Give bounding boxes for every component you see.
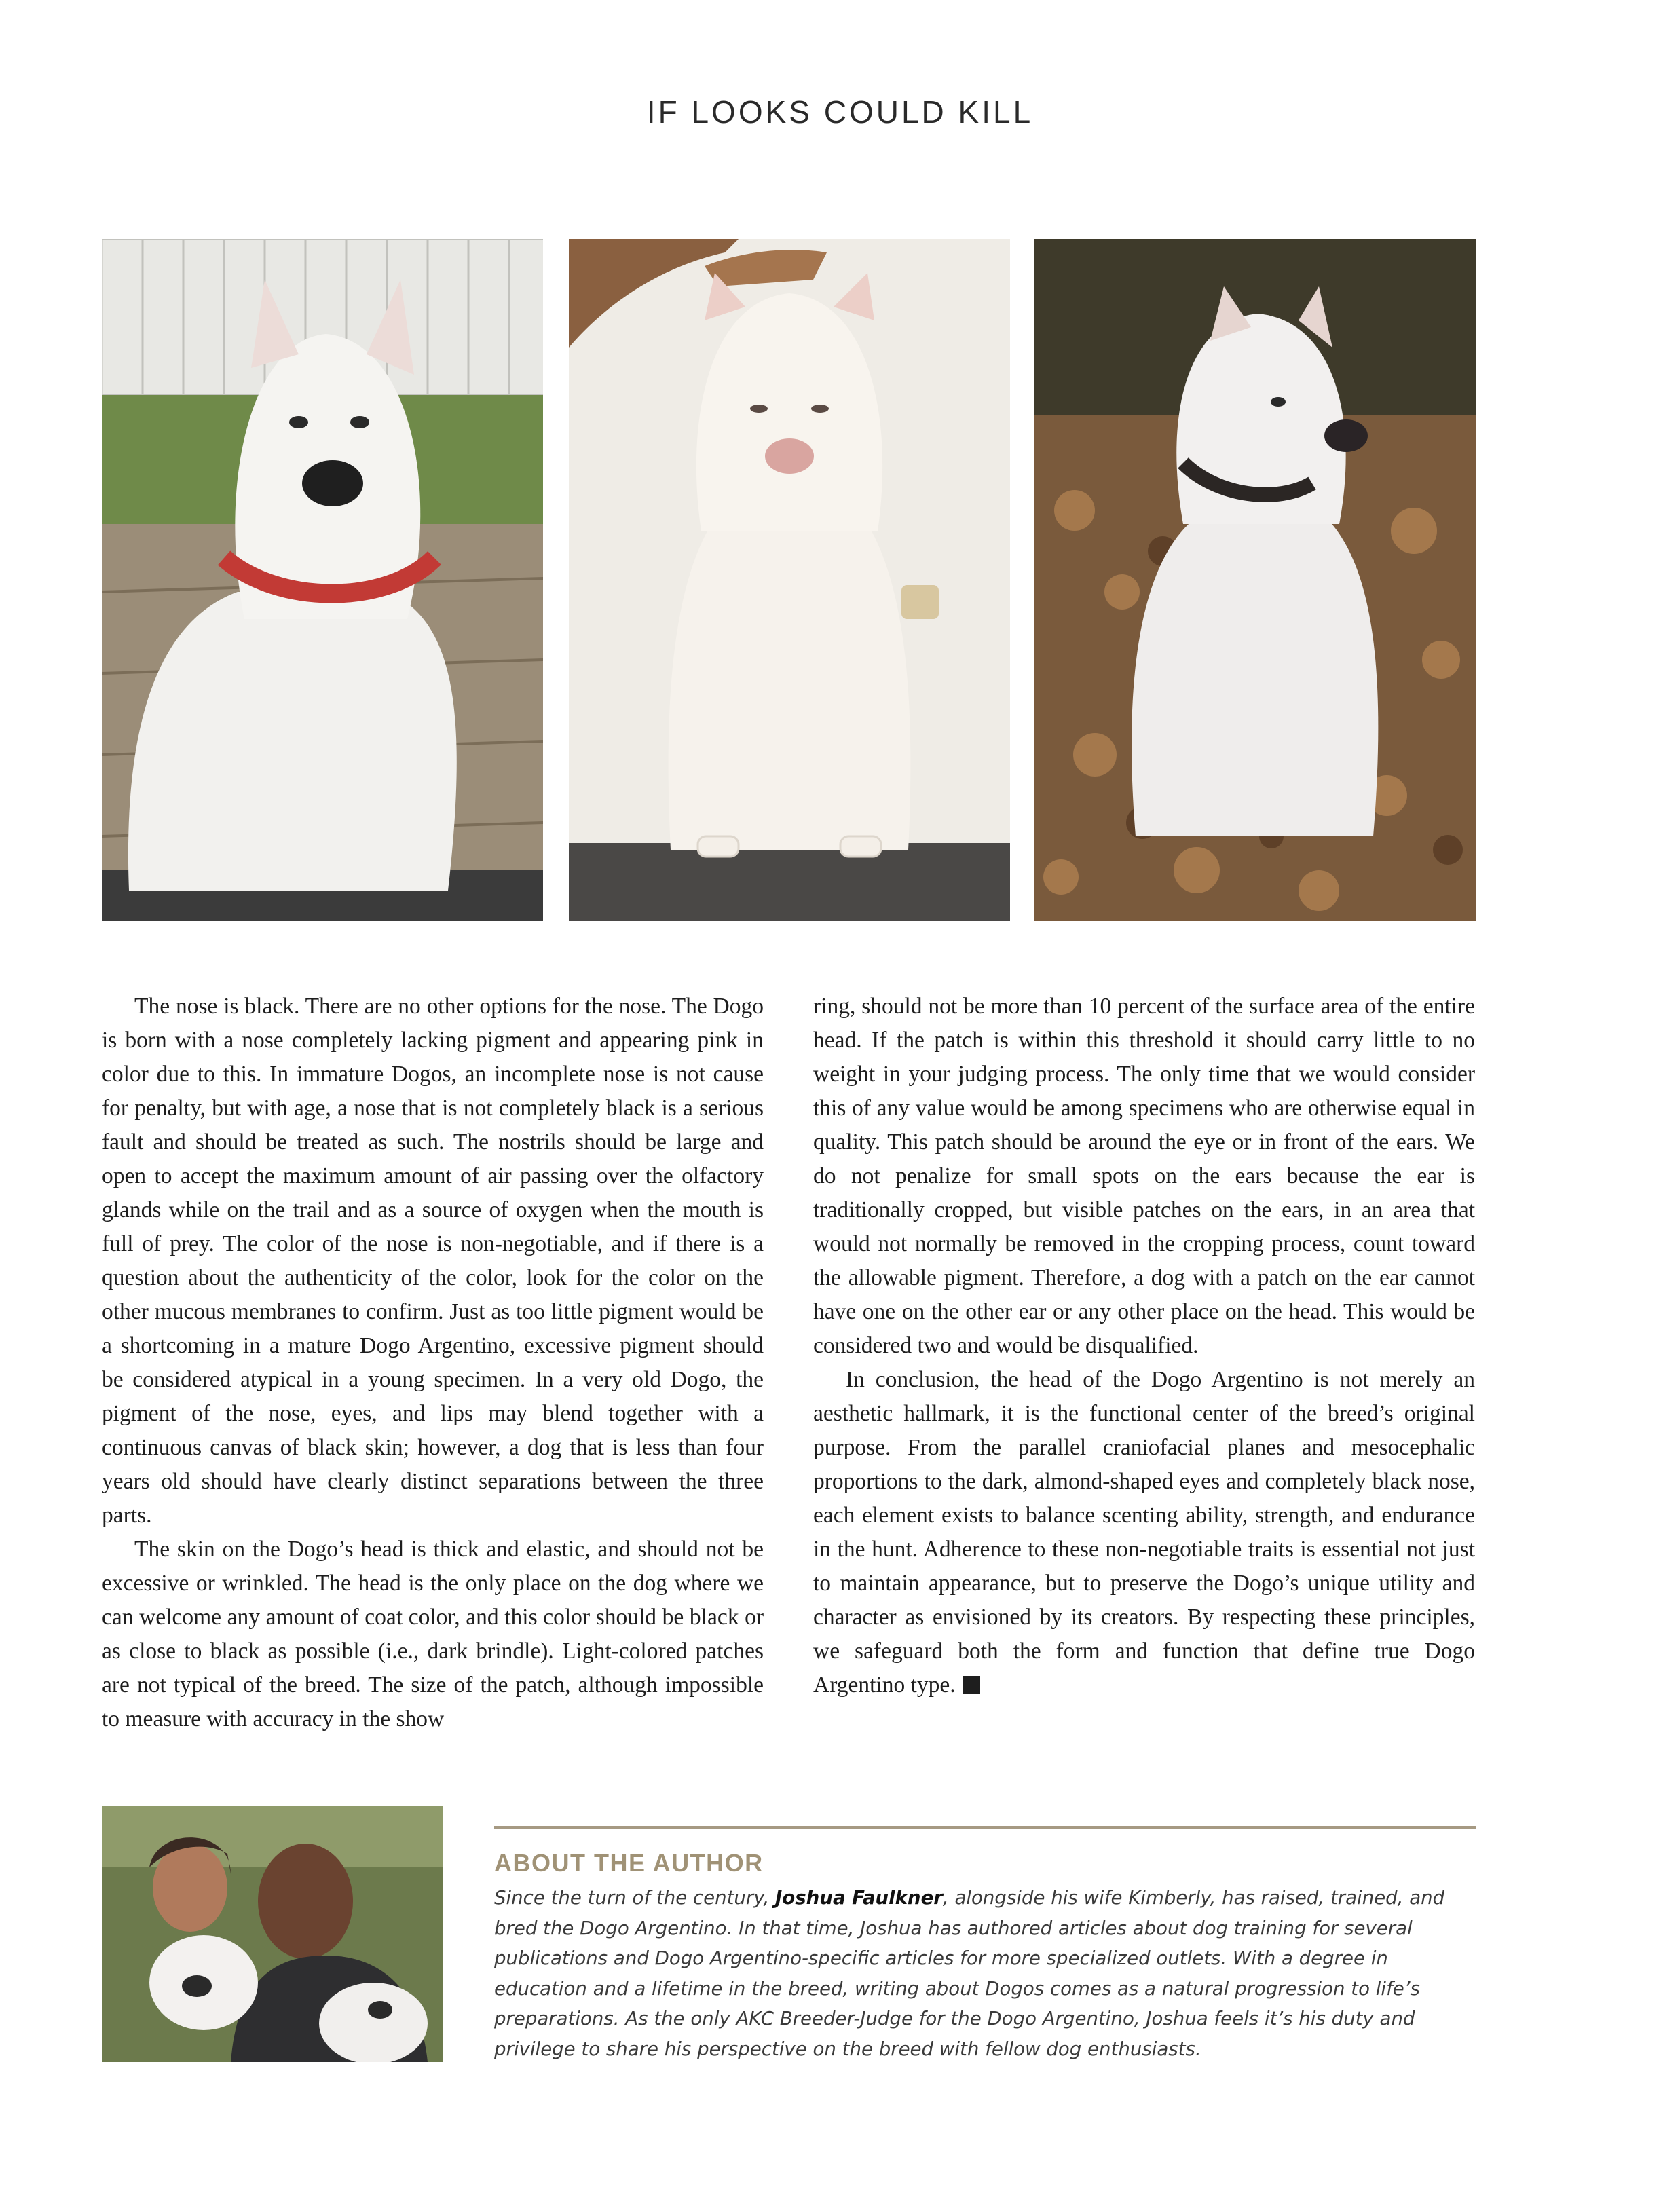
author-bio-intro: Since the turn of the century, <box>494 1886 776 1909</box>
article-column-left <box>102 990 764 1736</box>
article-paragraph: The skin on the Dogo’s head is thick and elastic, and should not be excessive or wrinkled. The head is the only place on the dog where we can welcome any amount of coat color, and this color should be black or as close to black as possible (i.e., dark brindle). Light-colored patches are not typical of the breed. The size of the patch, although impossible to measure with accuracy in the show <box>102 1537 764 1732</box>
photo-dogo-red-collar <box>102 239 543 921</box>
end-mark-icon <box>963 1676 980 1694</box>
article-paragraph: ring, should not be more than 10 percent of the surface area of the entire head. If the patch is within this threshold it should carry little to no weight in your judging process. The only time that we would consider this of any value would be among specimens who are otherwise equal in quality. This patch should be around the eye or in front of the ears. We do not penalize for small spots on the ears because the ear is traditionally cropped, but visible patches on the ears, in an area that would not normally be removed in the cropping process, count toward the allowable pigment. Therefore, a dog with a patch on the ear cannot have one on the other ear or any other place on the head. This would be considered two and would be disqualified. <box>813 994 1475 1358</box>
article-paragraph-text: In conclusion, the head of the Dogo Argentino is not merely an aesthetic hallmark, it is the functional center of the breed’s original purpose. From the parallel craniofacial planes and mesocephalic proportions to the dark, almond-shaped eyes and completely black nose, each element exists to balance scenting ability, strength, and endurance in the hunt. Adherence to these non-negotiable traits is essential not just to maintain appearance, but to preserve the Dogo’s unique utility and character as envisioned by its creators. By respecting these principles, we safeguard both the form and function that define true Dogo Argentino type. <box>813 1367 1475 1698</box>
article-paragraph: The nose is black. There are no other options for the nose. The Dogo is born with a nose completely lacking pigment and appearing pink in color due to this. In immature Dogos, an incomplete nose is not cause for penalty, but with age, a nose that is not completely black is a serious fault and should be treated as such. The nostrils should be large and open to accept the maximum amount of air passing over the olfactory glands while on the trail and as a source of oxygen when the mouth is full of prey. The color of the nose is non-negotiable, and if there is a question about the authenticity of the color, look for the color on the other mucous membranes to confirm. Just as too little pigment would be a shortcoming in a mature Dogo Argentino, excessive pigment should be considered atypical in a young specimen. In a very old Dogo, the pigment of the nose, eyes, and lips may blend together with a continuous canvas of black skin; however, a dog that is less than four years old should have clearly distinct separations between the three parts. <box>102 994 764 1528</box>
author-divider <box>494 1826 1476 1829</box>
article-paragraph <box>813 1363 1475 1702</box>
photo-dogo-puppy <box>569 239 1010 921</box>
article-column-right <box>813 990 1475 1702</box>
photo-dogo-autumn-leaves <box>1034 239 1476 921</box>
author-bio-rest: , alongside his wife Kimberly, has raised, trained, and bred the Dogo Argentino. In that time, Joshua has authored articles about dog training for several publications and Dogo Argentino-specific articles for more specialized outlets. With a degree in education and a lifetime in the breed, writing about Dogos comes as a natural progression to life’s preparations. As the only AKC Breeder-Judge for the Dogo Argentino, Joshua feels it’s his duty and privilege to share his perspective on the breed with fellow dog enthusiasts. <box>494 1886 1445 2060</box>
about-author-heading: ABOUT THE AUTHOR <box>494 1849 764 1877</box>
author-name: Joshua Faulkner <box>775 1886 943 1909</box>
running-title: IF LOOKS COULD KILL <box>646 94 1034 130</box>
author-photo <box>102 1806 443 2062</box>
author-bio <box>494 1883 1478 2064</box>
